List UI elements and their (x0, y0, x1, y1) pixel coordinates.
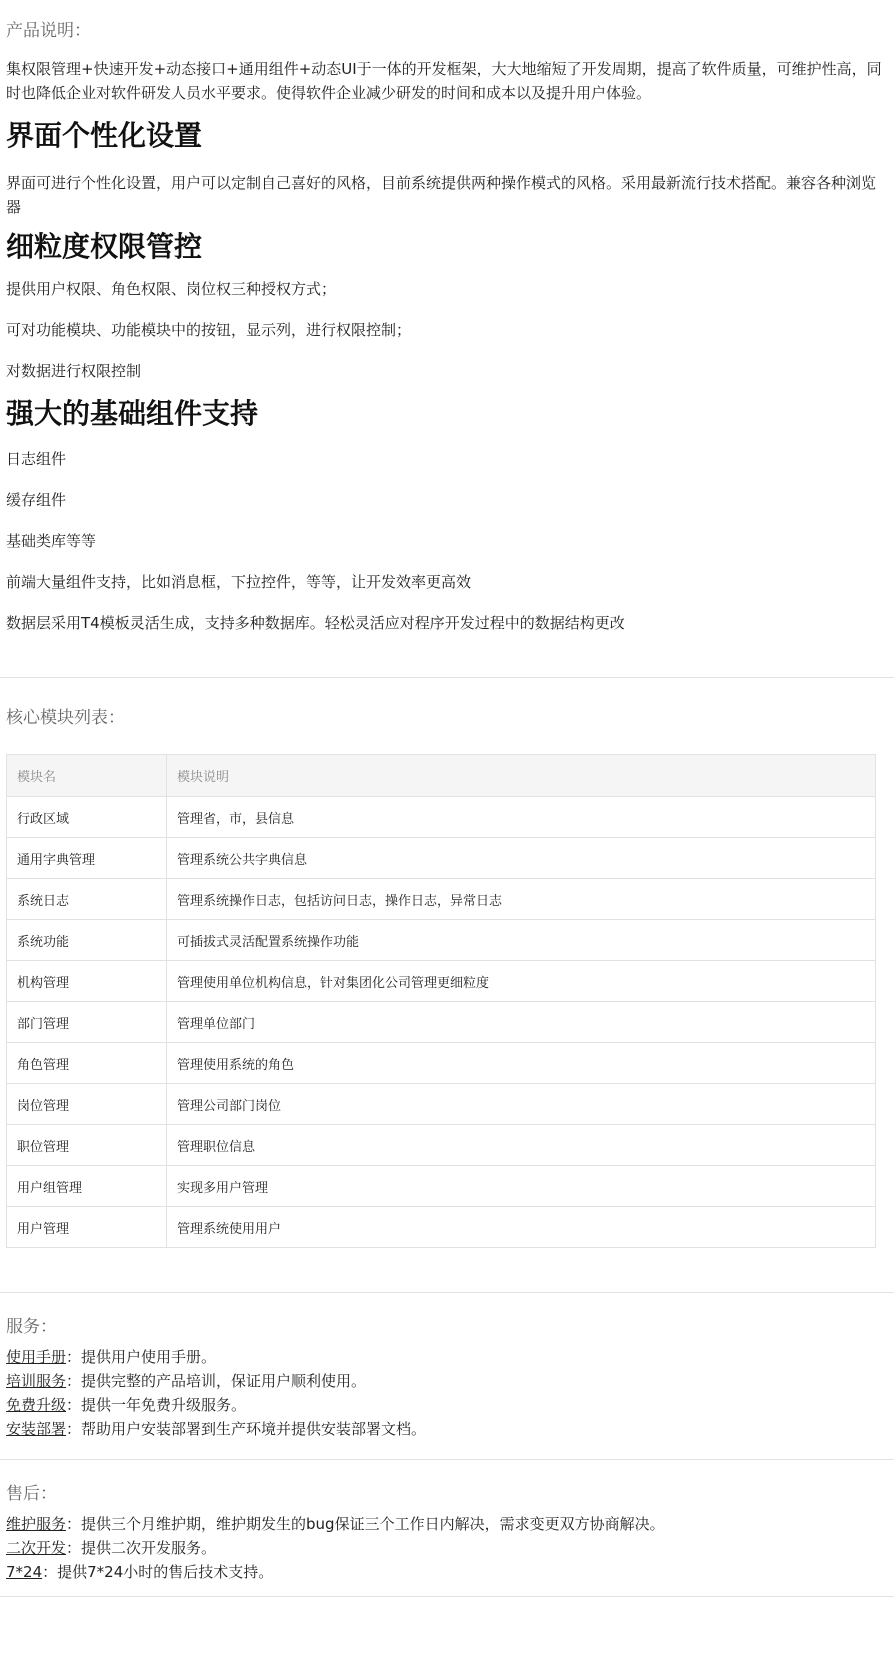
table-row (7, 961, 876, 1002)
service-link-training[interactable]: 培训服务 (6, 1372, 67, 1390)
service-link-free-upgrade[interactable]: 免费升级 (6, 1396, 67, 1414)
table-row (7, 1084, 876, 1125)
product-description-label: 产品说明： (6, 21, 91, 41)
section-title-permission-control: 细粒度权限管控 (6, 230, 203, 263)
table-row (7, 1207, 876, 1248)
divider (0, 1596, 894, 1597)
module-description-cell: 实现多用户管理 (167, 1166, 876, 1207)
core-modules-label: 核心模块列表： (6, 708, 125, 728)
aftersales-item (0, 1512, 894, 1536)
section-title-ui-customization: 界面个性化设置 (6, 119, 203, 152)
service-item (0, 1417, 894, 1441)
table-row (7, 879, 876, 920)
table-row (7, 838, 876, 879)
aftersales-link-7x24[interactable]: 7*24 (6, 1563, 43, 1581)
aftersales-item (0, 1536, 894, 1560)
table-row (7, 1002, 876, 1043)
module-name-cell: 系统功能 (7, 920, 167, 961)
module-name-cell: 用户管理 (7, 1207, 167, 1248)
section-paragraph: 缓存组件 (6, 491, 67, 509)
module-description-cell: 管理系统操作日志，包括访问日志，操作日志，异常日志 (167, 879, 876, 920)
service-item (0, 1393, 894, 1417)
module-description-cell: 管理职位信息 (167, 1125, 876, 1166)
section-paragraph: 基础类库等等 (6, 532, 97, 550)
aftersales-item-desc: ：提供二次开发服务。 (66, 1539, 217, 1557)
aftersales-item-desc: ：提供三个月维护期，维护期发生的bug保证三个工作日内解决，需求变更双方协商解决。 (66, 1515, 665, 1533)
module-name-cell: 职位管理 (7, 1125, 167, 1166)
module-name-cell: 机构管理 (7, 961, 167, 1002)
table-row (7, 1166, 876, 1207)
service-item-desc: ：提供一年免费升级服务。 (66, 1396, 247, 1414)
service-label: 服务： (6, 1317, 57, 1337)
section-paragraph: 界面可进行个性化设置，用户可以定制自己喜好的风格，目前系统提供两种操作模式的风格。采用最新流行技术搭配。兼容各种浏览器 (6, 174, 877, 216)
section-paragraph: 前端大量组件支持，比如消息框，下拉控件，等等，让开发效率更高效 (6, 573, 472, 591)
service-link-user-manual[interactable]: 使用手册 (6, 1348, 67, 1366)
table-row (7, 920, 876, 961)
service-link-deployment[interactable]: 安装部署 (6, 1420, 67, 1438)
service-item (0, 1345, 894, 1369)
module-name-cell: 系统日志 (7, 879, 167, 920)
service-item-desc: ：帮助用户安装部署到生产环境并提供安装部署文档。 (66, 1420, 427, 1438)
table-row (7, 797, 876, 838)
module-description-cell: 管理省，市，县信息 (167, 797, 876, 838)
service-item-desc: ：提供完整的产品培训，保证用户顺利使用。 (66, 1372, 367, 1390)
table-header-row (7, 755, 876, 797)
module-description-cell: 管理单位部门 (167, 1002, 876, 1043)
module-description-cell: 管理系统公共字典信息 (167, 838, 876, 879)
module-name-cell: 角色管理 (7, 1043, 167, 1084)
modules-table (6, 754, 876, 1248)
aftersales-link-maintenance[interactable]: 维护服务 (6, 1515, 67, 1533)
service-item-desc: ：提供用户使用手册。 (66, 1348, 217, 1366)
module-description-cell: 管理系统使用用户 (167, 1207, 876, 1248)
aftersales-link-secondary-dev[interactable]: 二次开发 (6, 1539, 67, 1557)
product-intro: 集权限管理+快速开发+动态接口+通用组件+动态UI于一体的开发框架，大大地缩短了开发周期，提高了软件质量，可维护性高，同时也降低企业对软件研发人员水平要求。使得软件企业减少研发的时间和成本以及提升用户体验。 (6, 60, 882, 102)
table-row (7, 1125, 876, 1166)
service-item (0, 1369, 894, 1393)
module-name-cell: 通用字典管理 (7, 838, 167, 879)
module-name-cell: 用户组管理 (7, 1166, 167, 1207)
module-description-cell: 可插拔式灵活配置系统操作功能 (167, 920, 876, 961)
section-paragraph: 可对功能模块、功能模块中的按钮，显示列，进行权限控制； (6, 321, 412, 339)
module-name-cell: 部门管理 (7, 1002, 167, 1043)
column-header-module-name: 模块名 (7, 755, 167, 797)
section-title-base-components: 强大的基础组件支持 (6, 397, 259, 430)
module-name-cell: 行政区域 (7, 797, 167, 838)
column-header-module-description: 模块说明 (167, 755, 876, 797)
aftersales-item-desc: ：提供7*24小时的售后技术支持。 (42, 1563, 274, 1581)
table-row (7, 1043, 876, 1084)
section-paragraph: 数据层采用T4模板灵活生成，支持多种数据库。轻松灵活应对程序开发过程中的数据结构更改 (6, 614, 625, 632)
aftersales-item (0, 1560, 894, 1584)
module-description-cell: 管理使用系统的角色 (167, 1043, 876, 1084)
section-paragraph: 日志组件 (6, 450, 67, 468)
section-paragraph: 提供用户权限、角色权限、岗位权三种授权方式； (6, 280, 337, 298)
section-paragraph: 对数据进行权限控制 (6, 362, 142, 380)
module-description-cell: 管理公司部门岗位 (167, 1084, 876, 1125)
aftersales-label: 售后： (6, 1484, 57, 1504)
module-name-cell: 岗位管理 (7, 1084, 167, 1125)
module-description-cell: 管理使用单位机构信息，针对集团化公司管理更细粒度 (167, 961, 876, 1002)
